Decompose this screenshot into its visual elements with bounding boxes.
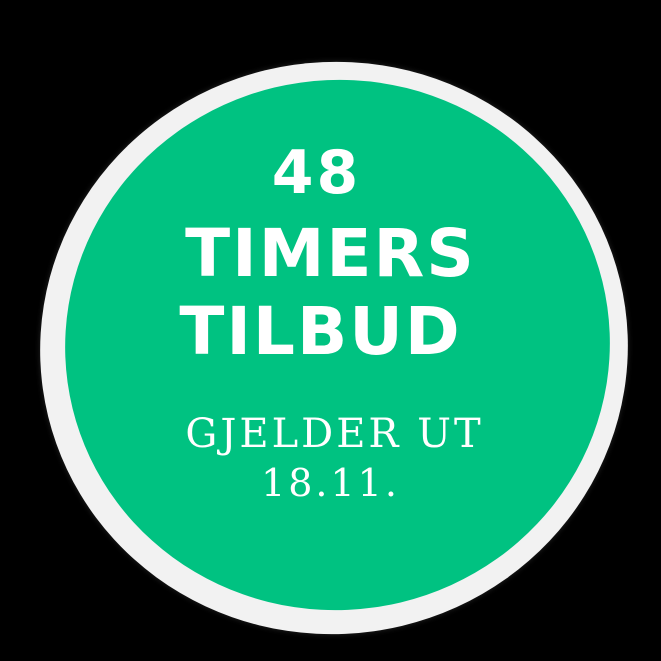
badge-tilbud-text: TILBUD xyxy=(179,293,462,370)
badge-valid-date: 18.11. xyxy=(261,461,400,505)
badge-hours-number: 48 xyxy=(271,138,362,208)
badge-valid-until-label: GJELDER UT xyxy=(185,411,484,457)
badge-timers-text: TIMERS xyxy=(185,215,476,292)
